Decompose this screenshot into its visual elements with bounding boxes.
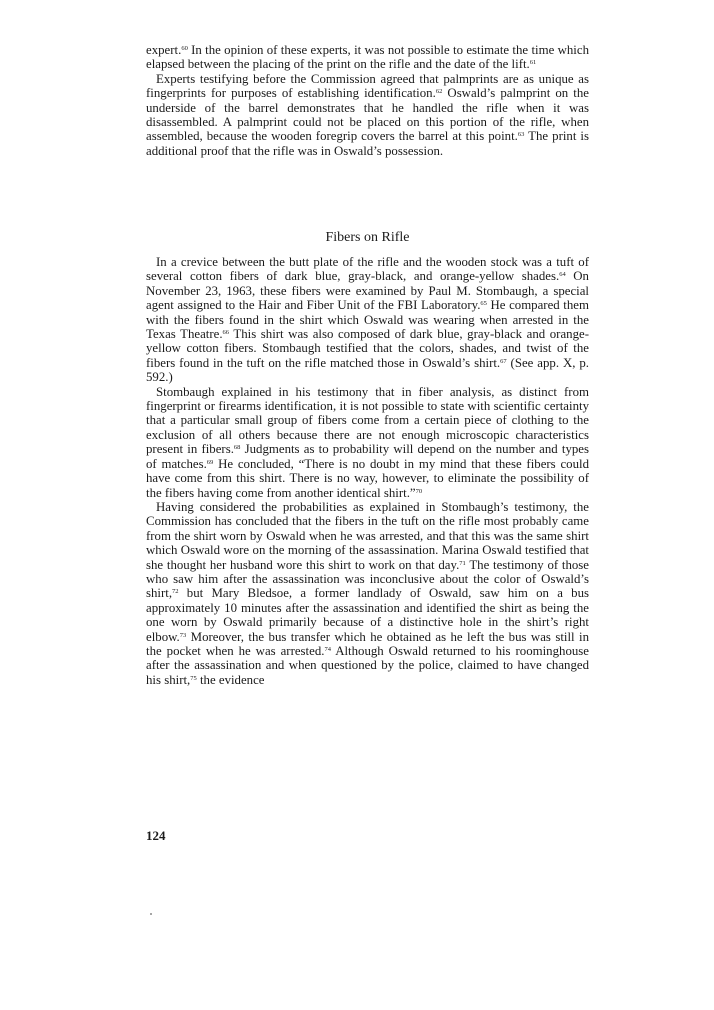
paragraph [146,255,589,385]
paragraph-text: In a crevice between the butt plate of the rifle and the wooden stock was a tuft of several cotton fibers of dark blue, gray-black, and orange-yellow shades. [146,255,589,284]
footnote-ref: 60 [181,45,188,52]
paragraph-text: This shirt was also composed of dark blue, gray-black and orange-yellow cotton fibers. Stombaugh testified that the colors, shades, and twist of the fibers found in the tuft on the rifle matched those in Oswald’s shirt. [146,327,589,370]
paragraph-text: the evidence [196,672,265,687]
section-heading: Fibers on Rifle [325,230,410,245]
paragraph [146,500,589,687]
paragraph [146,385,589,500]
page-number: 124 [146,828,166,843]
paragraph-text: He concluded, “There is no doubt in my mind that these fibers could have come from this shirt. There is no way, however, to eliminate the possibility of the fibers having come from another identical shirt.” [146,456,589,500]
paragraph-text: In the opinion of these experts, it was not possible to estimate the time which elapsed between the placing of the print on the rifle and the date of the lift. [146,43,589,72]
paragraph-text: expert. [146,43,182,57]
paragraph-text: Moreover, the bus transfer which he obtained as he left the bus was still in the pocket when he was arrested. [146,629,589,658]
footnote-ref: 75 [190,674,197,682]
section-body [146,255,589,687]
footnote-ref: 70 [415,487,423,495]
paragraph-text: Judgments as to probability will depend on the number and types of matches. [146,442,589,471]
footnote-ref: 65 [480,300,487,308]
footnote-ref: 62 [435,88,443,96]
footnote-ref: 66 [222,329,230,337]
paragraph [146,43,589,72]
paragraph-text: Stombaugh explained in his testimony that in fiber analysis, as distinct from fingerprint or firearms identification, it is not possible to state with scientific certainty that a particular small group of fibers come from a certain piece of clothing to the exclusion of all others because there are not enough microscopic characteristics present in fibers. [146,384,589,457]
scan-speck [150,913,152,915]
footnote-ref: 67 [500,357,507,365]
footnote-ref: 72 [172,588,179,596]
paragraph-text: He compared them with the fibers found in the shirt which Oswald was wearing when arrested in the Texas Theatre. [146,298,589,342]
paragraph [146,72,589,158]
paragraph-text: but Mary Bledsoe, a former landlady of Oswald, saw him on a bus approximately 10 minutes after the assassination and identified the shirt as being the one worn by Oswald primarily because of a distinctive hole in the shirt’s right elbow. [146,586,589,644]
paragraph-text: The print is additional proof that the rifle was in Oswald’s possession. [146,129,589,158]
footnote-ref: 74 [324,645,331,653]
continued-text-block [146,43,589,158]
footnote-ref: 63 [517,131,525,139]
footnote-ref: 73 [179,631,187,639]
paragraph-text: Oswald’s palmprint on the underside of the barrel demonstrates that he handled the rifle when it was disassembled. A palmprint could not be placed on this portion of the rifle, when assembled, because the wooden foregrip covers the barrel at this point. [146,86,589,144]
paragraph-text: The testimony of those who saw him after the assassination was inconclusive about the color of Oswald’s shirt, [146,557,589,601]
footnote-ref: 71 [459,559,466,567]
paragraph-text: Experts testifying before the Commission agreed that palmprints are as unique as fingerprints for purposes of establishing identification. [146,71,589,101]
footnote-ref: 68 [233,444,241,452]
paragraph-text: Although Oswald returned to his roominghouse after the assassination and when questioned by the police, claimed to have changed his shirt, [146,643,589,687]
footnote-ref: 61 [529,59,537,67]
paragraph-text: On November 23, 1963, these fibers were examined by Paul M. Stombaugh, a special agent assigned to the Hair and Fiber Unit of the FBI Laboratory. [146,269,589,313]
paragraph-text: (See app. X, p. 592.) [146,355,589,385]
footnote-ref: 69 [206,458,214,466]
paragraph-text: Having considered the probabilities as explained in Stombaugh’s testimony, the Commission has concluded that the fibers in the tuft on the rifle most probably came from the shirt worn by Oswald when he was arrested, and that this was the same shirt which Oswald wore on the morning of the assassination. Marina Oswald testified that she thought her husband wore this shirt to work on that day. [146,499,589,572]
footnote-ref: 64 [559,271,566,279]
